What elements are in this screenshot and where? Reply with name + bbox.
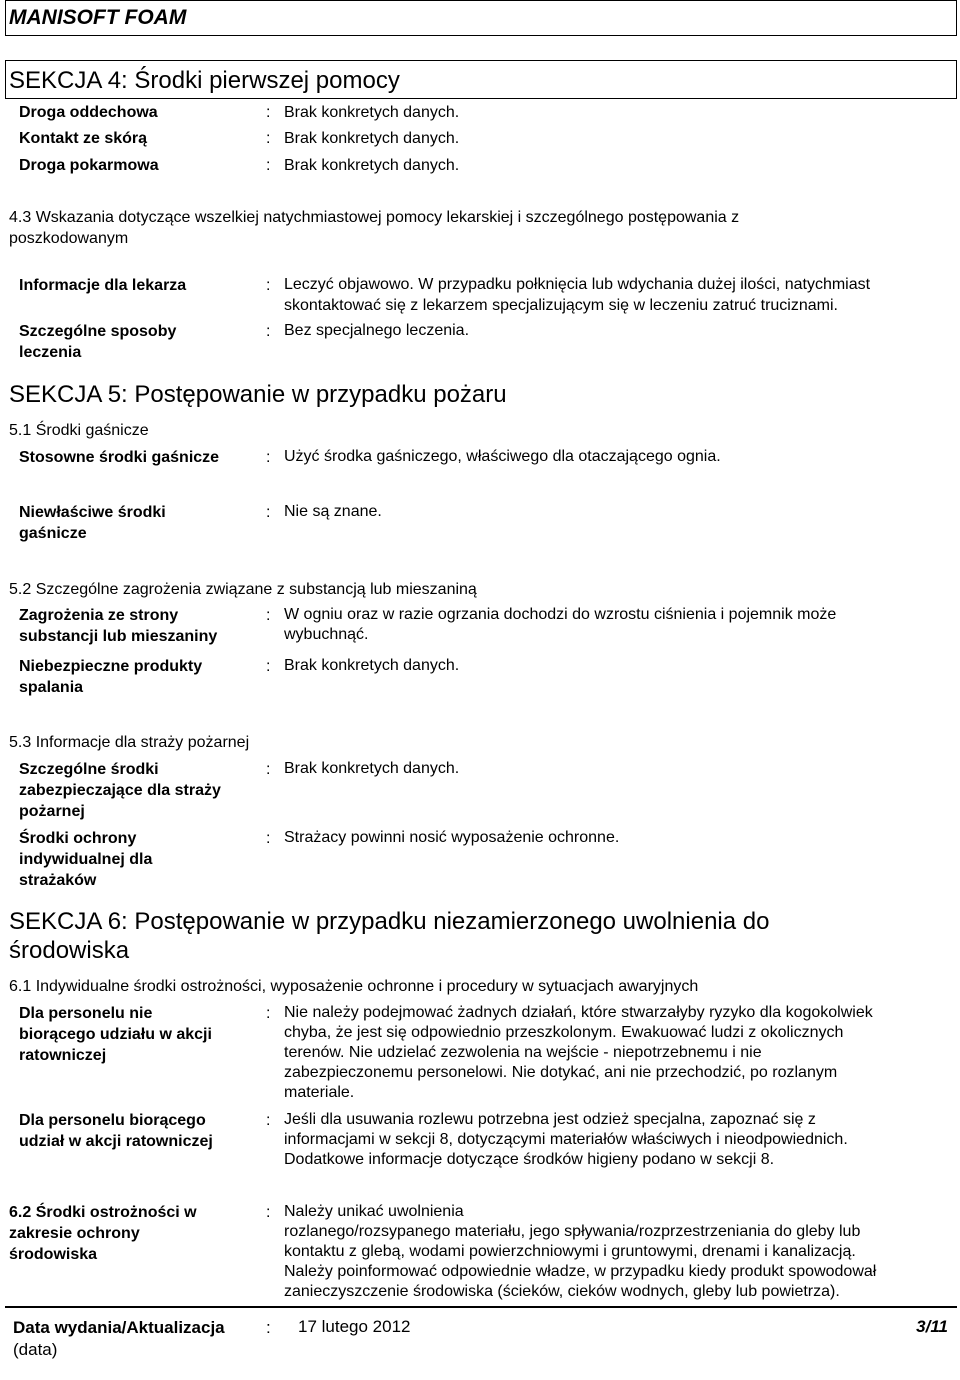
colon: :	[266, 830, 271, 847]
section-5-title: SEKCJA 5: Postępowanie w przypadku pożaru	[9, 381, 507, 408]
value-non-emergency-line1: Nie należy podejmować żadnych działań, które stwarzałyby ryzyko dla kogokolwiek	[284, 1004, 873, 1021]
value-non-emergency-line4: zabezpieczonemu personelowi. Nie dotykać, ani nie przechodzić, po rozlanym	[284, 1064, 838, 1081]
label-environmental-line2: zakresie ochrony	[9, 1225, 140, 1242]
colon: :	[266, 761, 271, 778]
document-title: MANISOFT FOAM	[9, 6, 187, 29]
footer-label-line1: Data wydania/Aktualizacja	[13, 1318, 225, 1337]
footer-divider	[5, 1306, 957, 1308]
colon: :	[266, 277, 271, 294]
value-physician-info-line1: Leczyć objawowo. W przypadku połknięcia lub wdychania dużej ilości, natychmiast	[284, 276, 871, 293]
value-hazards-line2: wybuchnąć.	[284, 626, 369, 643]
label-suitable-media: Stosowne środki gaśnicze	[19, 449, 220, 466]
label-hazards-line1: Zagrożenia ze strony	[19, 607, 179, 624]
value-unsuitable-media: Nie są znane.	[284, 503, 382, 520]
footer-label-line2: (data)	[13, 1340, 58, 1359]
label-special-equipment-line2: zabezpieczające dla straży	[19, 782, 221, 799]
colon: :	[266, 449, 271, 466]
label-skin-contact: Kontakt ze skórą	[19, 130, 148, 147]
value-suitable-media: Użyć środka gaśniczego, właściwego dla otaczającego ognia.	[284, 448, 721, 465]
colon: :	[266, 1005, 271, 1022]
colon: :	[266, 1112, 271, 1129]
colon: :	[266, 130, 271, 147]
label-emergency-line2: udział w akcji ratowniczej	[19, 1133, 213, 1150]
colon: :	[266, 1204, 271, 1221]
value-environmental-line3: kontaktu z glebą, wodami powierzchniowymi i gruntowymi, drenami i kanalizacją.	[284, 1243, 856, 1260]
value-emergency-line3: Dodatkowe informacje dotyczące środków higieny podano w sekcji 8.	[284, 1151, 775, 1168]
label-emergency-line1: Dla personelu biorącego	[19, 1112, 206, 1129]
footer-date: 17 lutego 2012	[298, 1317, 411, 1336]
colon: :	[266, 607, 271, 624]
subsection-5-2: 5.2 Szczególne zagrożenia związane z substancją lub mieszaniną	[9, 581, 477, 598]
label-non-emergency-line1: Dla personelu nie	[19, 1005, 153, 1022]
label-firefighter-ppe-line3: strażaków	[19, 872, 97, 889]
label-firefighter-ppe-line1: Środki ochrony	[19, 830, 137, 847]
value-emergency-line1: Jeśli dla usuwania rozlewu potrzebna jest odzież specjalna, zapoznać się z	[284, 1111, 816, 1128]
label-environmental-line1: 6.2 Środki ostrożności w	[9, 1204, 197, 1221]
label-inhalation: Droga oddechowa	[19, 104, 158, 121]
value-environmental-line2: rozlanego/rozsypanego materiału, jego spływania/rozprzestrzeniania do gleby lub	[284, 1223, 861, 1240]
label-unsuitable-media-line1: Niewłaściwe środki	[19, 504, 166, 521]
colon: :	[266, 504, 271, 521]
value-firefighter-ppe: Strażacy powinni nosić wyposażenie ochronne.	[284, 829, 620, 846]
section-4-title: SEKCJA 4: Środki pierwszej pomocy	[9, 67, 400, 94]
value-skin-contact: Brak konkretych danych.	[284, 130, 460, 147]
label-environmental-line3: środowiska	[9, 1246, 98, 1263]
value-ingestion: Brak konkretych danych.	[284, 157, 460, 174]
subsection-5-3: 5.3 Informacje dla straży pożarnej	[9, 734, 250, 751]
section-6-title-line1: SEKCJA 6: Postępowanie w przypadku niezamierzonego uwolnienia do	[9, 908, 770, 935]
subsection-4-3-line1: 4.3 Wskazania dotyczące wszelkiej natychmiastowej pomocy lekarskiej i szczególnego postępowania z	[9, 209, 740, 226]
value-emergency-line2: informacjami w sekcji 8, dotyczącymi materiałów właściwych i nieodpowiednich.	[284, 1131, 848, 1148]
value-special-treatment: Bez specjalnego leczenia.	[284, 322, 470, 339]
value-environmental-line1: Należy unikać uwolnienia	[284, 1203, 464, 1220]
label-hazards-line2: substancji lub mieszaniny	[19, 628, 218, 645]
value-environmental-line5: zanieczyszczenie środowiska (ścieków, cieków wodnych, gleby lub powietrza).	[284, 1283, 840, 1300]
label-special-treatment-line2: leczenia	[19, 344, 82, 361]
value-non-emergency-line5: materiale.	[284, 1084, 355, 1101]
colon: :	[266, 1318, 271, 1337]
subsection-5-1: 5.1 Środki gaśnicze	[9, 422, 149, 439]
section-6-title-line2: środowiska	[9, 937, 130, 964]
subsection-4-3-line2: poszkodowanym	[9, 230, 129, 247]
label-special-equipment-line3: pożarnej	[19, 803, 85, 820]
label-firefighter-ppe-line2: indywidualnej dla	[19, 851, 153, 868]
label-special-treatment-line1: Szczególne sposoby	[19, 323, 177, 340]
subsection-6-1: 6.1 Indywidualne środki ostrożności, wyposażenie ochronne i procedury w sytuacjach awaryjnych	[9, 978, 699, 995]
value-non-emergency-line3: terenów. Nie udzielać zezwolenia na wejście - niepotrzebnemu i nie	[284, 1044, 762, 1061]
colon: :	[266, 658, 271, 675]
value-non-emergency-line2: chyba, że jest się odpowiednio przeszkolonym. Ewakuować ludzi z okolicznych	[284, 1024, 844, 1041]
label-special-equipment-line1: Szczególne środki	[19, 761, 159, 778]
colon: :	[266, 157, 271, 174]
page-number: 3/11	[916, 1317, 948, 1336]
label-physician-info: Informacje dla lekarza	[19, 277, 187, 294]
value-environmental-line4: Należy poinformować odpowiednie władze, w przypadku kiedy produkt spowodował	[284, 1263, 877, 1280]
colon: :	[266, 323, 271, 340]
label-non-emergency-line2: biorącego udziału w akcji	[19, 1026, 212, 1043]
value-hazards-line1: W ogniu oraz w razie ogrzania dochodzi do wzrostu ciśnienia i pojemnik może	[284, 606, 837, 623]
label-unsuitable-media-line2: gaśnicze	[19, 525, 87, 542]
value-physician-info-line2: skontaktować się z lekarzem specjalizującym się w leczeniu zatruć truciznami.	[284, 297, 838, 314]
label-combustion-products-line1: Niebezpieczne produkty	[19, 658, 203, 675]
value-combustion-products: Brak konkretych danych.	[284, 657, 460, 674]
value-special-equipment: Brak konkretych danych.	[284, 760, 460, 777]
label-ingestion: Droga pokarmowa	[19, 157, 159, 174]
colon: :	[266, 104, 271, 121]
label-combustion-products-line2: spalania	[19, 679, 84, 696]
value-inhalation: Brak konkretych danych.	[284, 104, 460, 121]
label-non-emergency-line3: ratowniczej	[19, 1047, 107, 1064]
